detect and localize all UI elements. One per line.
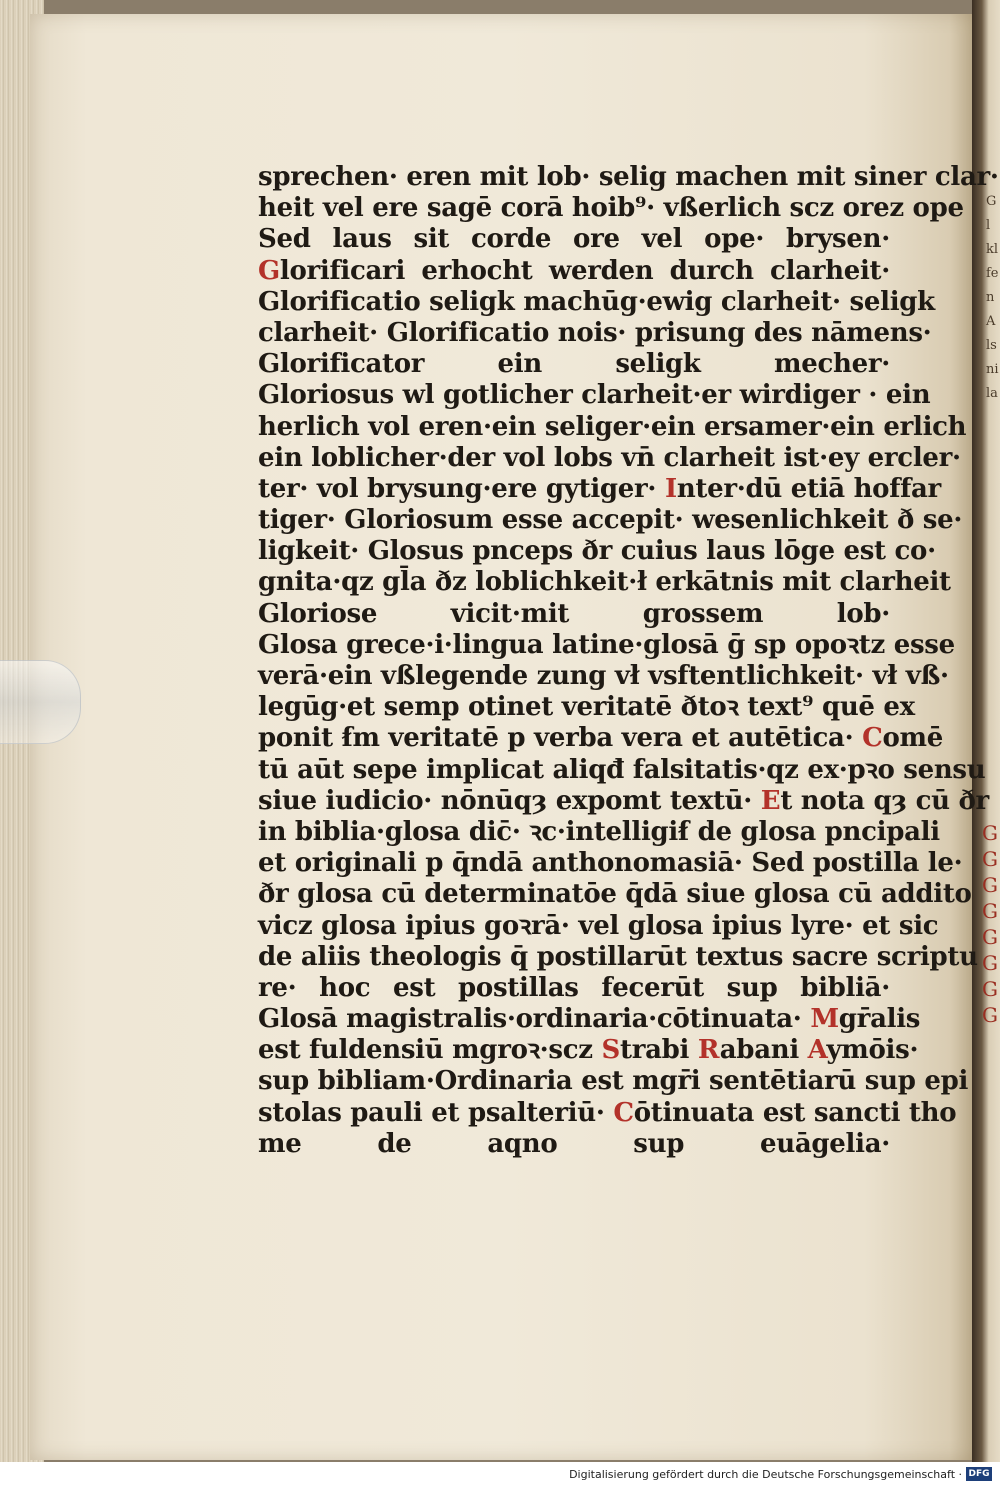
text-line	[258, 629, 955, 661]
text-segment: ein loblicher·der vol lobs vn̄ clarheit ist·ey ercler·	[258, 442, 961, 473]
text-line	[258, 536, 936, 567]
text-segment: Glorificatio seligk machūg·ewig clarheit· seligk	[258, 286, 935, 317]
text-segment: stolas pauli et psalteriū·	[258, 1097, 614, 1128]
funding-credit: Digitalisierung gefördert durch die Deutsche Forschungsgemeinschaft ·	[569, 1468, 962, 1481]
text-line	[258, 941, 978, 973]
text-line	[258, 224, 890, 255]
text-segment: abani	[719, 1035, 808, 1066]
dfg-logo: DFG	[966, 1467, 992, 1481]
text-line	[258, 411, 967, 443]
glass-page-clip	[0, 660, 81, 744]
text-segment: me de aqno sup euāgelia·	[258, 1128, 890, 1159]
text-segment: omē	[882, 723, 943, 754]
text-line	[258, 661, 949, 692]
rubricated-initial: S	[601, 1035, 620, 1066]
text-line	[258, 879, 972, 910]
text-line	[258, 380, 931, 411]
text-line	[258, 256, 890, 287]
text-line	[258, 317, 932, 349]
text-segment: ðr glosa cū determinatōe q̄dā siue glosa cū addito	[258, 879, 972, 910]
text-segment: ter· vol brysung·ere gytiger·	[258, 473, 665, 504]
text-segment: tiger· Gloriosum esse accepit· wesenlichkeit ð se·	[258, 505, 963, 536]
text-line	[258, 723, 943, 754]
text-line	[258, 910, 939, 942]
facing-page-red-initials: G G G G G G G G	[982, 821, 998, 1027]
text-segment: clarheit· Glorificatio nois· prisung des nāmens·	[258, 317, 932, 348]
text-segment: Gloriose vicit·mit grossem lob·	[258, 598, 890, 629]
text-line	[258, 162, 999, 193]
text-segment: legūg·et semp otinet veritatē ðtoꝛ text⁹ quē ex	[258, 692, 915, 723]
text-segment: ōtinuata est sancti tho	[633, 1097, 957, 1128]
text-line	[258, 848, 963, 879]
text-segment: vicz glosa ipius goꝛrā· vel glosa ipius lyre· et sic	[258, 910, 939, 941]
text-line	[258, 692, 915, 723]
text-line	[258, 1066, 969, 1097]
rubricated-initial: I	[664, 473, 677, 504]
text-line	[258, 754, 986, 786]
text-segment: trabi	[619, 1035, 698, 1066]
text-segment: gr̄alis	[838, 1004, 921, 1035]
text-line	[258, 1129, 890, 1160]
text-line	[258, 193, 964, 224]
text-line	[258, 973, 890, 1004]
text-line	[258, 473, 941, 505]
text-segment: siue iudicio· nōnūqȝ expomt textū·	[258, 785, 761, 816]
text-segment: de aliis theologis q̄ postillarūt textus sacre scriptu	[258, 941, 978, 972]
text-segment: Glorificator ein seligk mecher·	[258, 349, 890, 380]
text-line	[258, 1004, 921, 1035]
text-segment: t nota qȝ cū ðr	[780, 785, 989, 816]
text-line	[258, 816, 940, 848]
text-line	[258, 567, 951, 598]
text-segment: ligkeit· Glosus pnceps ðr cuius laus lōge est co·	[258, 536, 936, 567]
rubricated-initial: A	[807, 1035, 827, 1066]
text-segment: re· hoc est postillas fecerūt sup bibliā·	[258, 972, 890, 1003]
text-segment: et originali p q̄ndā anthonomasiā· Sed postilla le·	[258, 848, 963, 879]
text-line	[258, 785, 989, 817]
text-line	[258, 1097, 957, 1129]
facing-page-edge-text: Gl kl fe n A ls ni la	[986, 194, 999, 401]
text-segment: ponit ẜm veritatē p verba vera et autētica·	[258, 723, 863, 754]
rubricated-initial: E	[760, 785, 781, 816]
text-segment: sup bibliam·Ordinaria est mgr̄i sentētiarū sup epi	[258, 1066, 969, 1097]
text-segment: Sed laus sit corde ore vel ope· brysen·	[258, 224, 890, 255]
text-segment: verā·ein vßlegende zung vł vsftentlichkeit· vł vß·	[258, 661, 949, 691]
text-line	[258, 599, 890, 630]
text-segment: est fuldensiū mgroꝛ·scz	[258, 1035, 602, 1066]
rubricated-initial: C	[613, 1097, 634, 1128]
rubricated-initial: C	[862, 723, 883, 754]
rubricated-initial: G	[258, 255, 280, 286]
text-segment: Glosā magistralis·ordinaria·cōtinuata·	[258, 1004, 811, 1035]
text-segment: herlich vol eren·ein seliger·ein ersamer·ein erlich	[258, 411, 967, 442]
text-line	[258, 1035, 919, 1066]
text-segment: Gloriosus wl gotlicher clarheit·er wirdiger · ein	[258, 380, 931, 411]
text-line	[258, 286, 935, 318]
text-line	[258, 349, 890, 380]
text-segment: Glosa grece·i·lingua latine·glosā ḡ sp opoꝛtz esse	[258, 629, 955, 660]
rubricated-initial: M	[810, 1004, 839, 1035]
footer-bar	[0, 1462, 1000, 1488]
text-line	[258, 442, 961, 474]
rubricated-initial: R	[697, 1035, 720, 1066]
text-segment: sprechen· eren mit lob· selig machen mit siner clar·	[258, 162, 999, 192]
text-line	[258, 505, 963, 536]
text-segment: gnita·qz gl̄a ðz loblichkeit·ł erkātnis mit clarheit	[258, 567, 951, 598]
text-segment: nter·dū etiā hoffar	[676, 473, 941, 504]
text-segment: tū aūt sepe implicat aliqđ falsitatis·qz ex·pꝛo sensu	[258, 754, 986, 785]
text-segment: lorificari erhocht werden durch clarheit·	[279, 255, 890, 286]
text-segment: ymōis·	[826, 1035, 919, 1066]
text-segment: in biblia·glosa dic̄· ꝛc·intelligiẜ de glosa pncipali	[258, 816, 940, 847]
text-segment: heit vel ere sagē corā hoib⁹· vßerlich scz orez ope	[258, 193, 964, 224]
